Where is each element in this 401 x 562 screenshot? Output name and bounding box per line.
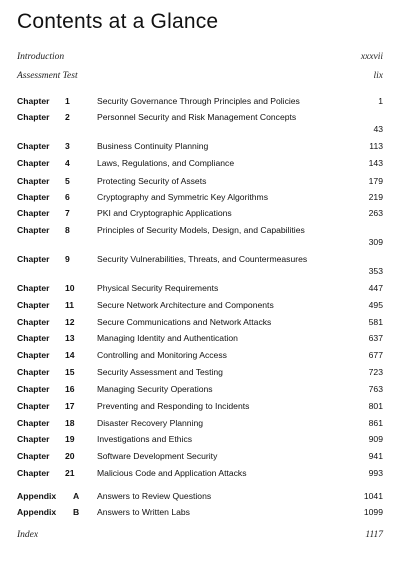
toc-entry-chapter-2 xyxy=(17,112,383,136)
entry-number: 1 xyxy=(65,96,70,106)
entry-title: Malicious Code and Application Attacks xyxy=(97,468,247,478)
entry-number: 6 xyxy=(65,192,70,202)
entry-title: Preventing and Responding to Incidents xyxy=(97,401,250,411)
entry-number: 11 xyxy=(65,300,75,310)
entry-page: 219 xyxy=(368,192,383,202)
entry-kind: Chapter xyxy=(17,225,50,235)
entry-kind: Appendix xyxy=(17,491,57,501)
entry-kind: Chapter xyxy=(17,283,50,293)
entry-number: 17 xyxy=(65,401,75,411)
entry-title: Protecting Security of Assets xyxy=(97,176,207,186)
entry-number: 5 xyxy=(65,176,70,186)
entry-number: B xyxy=(73,507,80,517)
entry-kind: Chapter xyxy=(17,434,50,444)
entry-page: 723 xyxy=(368,367,383,377)
entry-page: 763 xyxy=(368,384,383,394)
entry-kind: Chapter xyxy=(17,158,50,168)
entry-kind: Appendix xyxy=(17,507,57,517)
entry-page: 941 xyxy=(368,451,383,461)
entry-kind: Chapter xyxy=(17,384,50,394)
entry-page: 143 xyxy=(368,158,383,168)
entry-title: Software Development Security xyxy=(97,451,218,461)
entry-kind: Chapter xyxy=(17,451,50,461)
entry-page: 1041 xyxy=(363,491,383,501)
entry-number: 21 xyxy=(65,468,75,478)
entry-number: 13 xyxy=(65,333,75,343)
back-matter-page: 1117 xyxy=(365,530,383,540)
entry-title: Business Continuity Planning xyxy=(97,141,209,151)
entry-title: Secure Communications and Network Attacks xyxy=(97,317,272,327)
entry-number: 15 xyxy=(65,367,75,377)
entry-title: Controlling and Monitoring Access xyxy=(97,350,227,360)
front-matter-label: Introduction xyxy=(17,52,65,62)
entry-title: Cryptography and Symmetric Key Algorithms xyxy=(97,192,268,202)
entry-title: Managing Security Operations xyxy=(97,384,213,394)
entry-kind: Chapter xyxy=(17,112,50,122)
entry-number: 12 xyxy=(65,317,75,327)
entry-kind: Chapter xyxy=(17,254,50,264)
entry-kind: Chapter xyxy=(17,300,50,310)
entry-number: 9 xyxy=(65,254,70,264)
entry-number: 16 xyxy=(65,384,75,394)
entry-page: 909 xyxy=(368,434,383,444)
entry-number: 14 xyxy=(65,350,75,360)
toc-entry-appendix-b xyxy=(17,507,383,531)
entry-page: 861 xyxy=(368,418,383,428)
entry-kind: Chapter xyxy=(17,350,50,360)
toc-entry-chapter-9 xyxy=(17,254,383,278)
entry-number: 18 xyxy=(65,418,75,428)
entry-kind: Chapter xyxy=(17,208,50,218)
entry-title: Managing Identity and Authentication xyxy=(97,333,238,343)
entry-number: 8 xyxy=(65,225,70,235)
entry-title: Investigations and Ethics xyxy=(97,434,193,444)
front-matter-label: Assessment Test xyxy=(17,71,78,81)
toc-entry-chapter-8 xyxy=(17,225,383,249)
back-matter-label: Index xyxy=(17,530,39,540)
page-title: Contents at a Glance xyxy=(17,10,219,33)
entry-page: 677 xyxy=(368,350,383,360)
entry-page: 993 xyxy=(368,468,383,478)
entry-page: 263 xyxy=(368,208,383,218)
entry-kind: Chapter xyxy=(17,96,50,106)
entry-kind: Chapter xyxy=(17,192,50,202)
entry-title: Personnel Security and Risk Management Concepts xyxy=(97,112,297,122)
entry-page: 179 xyxy=(368,176,383,186)
entry-page: 1099 xyxy=(363,507,383,517)
entry-kind: Chapter xyxy=(17,176,50,186)
entry-page: 495 xyxy=(368,300,383,310)
entry-title: Answers to Written Labs xyxy=(97,507,190,517)
entry-title: Security Governance Through Principles and Policies xyxy=(97,96,300,106)
entry-page: 43 xyxy=(373,123,383,134)
entry-page: 801 xyxy=(368,401,383,411)
entry-number: 3 xyxy=(65,141,70,151)
entry-page: 447 xyxy=(368,283,383,293)
entry-number: 7 xyxy=(65,208,70,218)
entry-number: 20 xyxy=(65,451,75,461)
front-matter-page: lix xyxy=(373,71,383,81)
entry-title: Answers to Review Questions xyxy=(97,491,212,501)
entry-number: 10 xyxy=(65,283,75,293)
entry-number: A xyxy=(73,491,80,501)
entry-title: Physical Security Requirements xyxy=(97,283,219,293)
front-matter-page: xxxvii xyxy=(360,52,383,62)
entry-number: 4 xyxy=(65,158,70,168)
entry-title: Laws, Regulations, and Compliance xyxy=(97,158,235,168)
entry-page: 113 xyxy=(369,141,383,151)
entry-kind: Chapter xyxy=(17,333,50,343)
entry-kind: Chapter xyxy=(17,317,50,327)
toc-entry-chapter-21 xyxy=(17,468,383,492)
entry-number: 19 xyxy=(65,434,75,444)
entry-page: 581 xyxy=(368,317,383,327)
entry-number: 2 xyxy=(65,112,70,122)
entry-title: Security Assessment and Testing xyxy=(97,367,223,377)
entry-title: Secure Network Architecture and Components xyxy=(97,300,274,310)
entry-page: 1 xyxy=(378,96,383,106)
entry-kind: Chapter xyxy=(17,418,50,428)
entry-kind: Chapter xyxy=(17,468,50,478)
entry-kind: Chapter xyxy=(17,141,50,151)
entry-title: Security Vulnerabilities, Threats, and Countermeasures xyxy=(97,254,308,264)
entry-kind: Chapter xyxy=(17,401,50,411)
entry-kind: Chapter xyxy=(17,367,50,377)
entry-title: Principles of Security Models, Design, and Capabilities xyxy=(97,225,305,235)
entry-page: 353 xyxy=(368,265,383,276)
entry-page: 637 xyxy=(368,333,383,343)
entry-title: PKI and Cryptographic Applications xyxy=(97,208,232,218)
entry-page: 309 xyxy=(368,236,383,247)
entry-title: Disaster Recovery Planning xyxy=(97,418,204,428)
